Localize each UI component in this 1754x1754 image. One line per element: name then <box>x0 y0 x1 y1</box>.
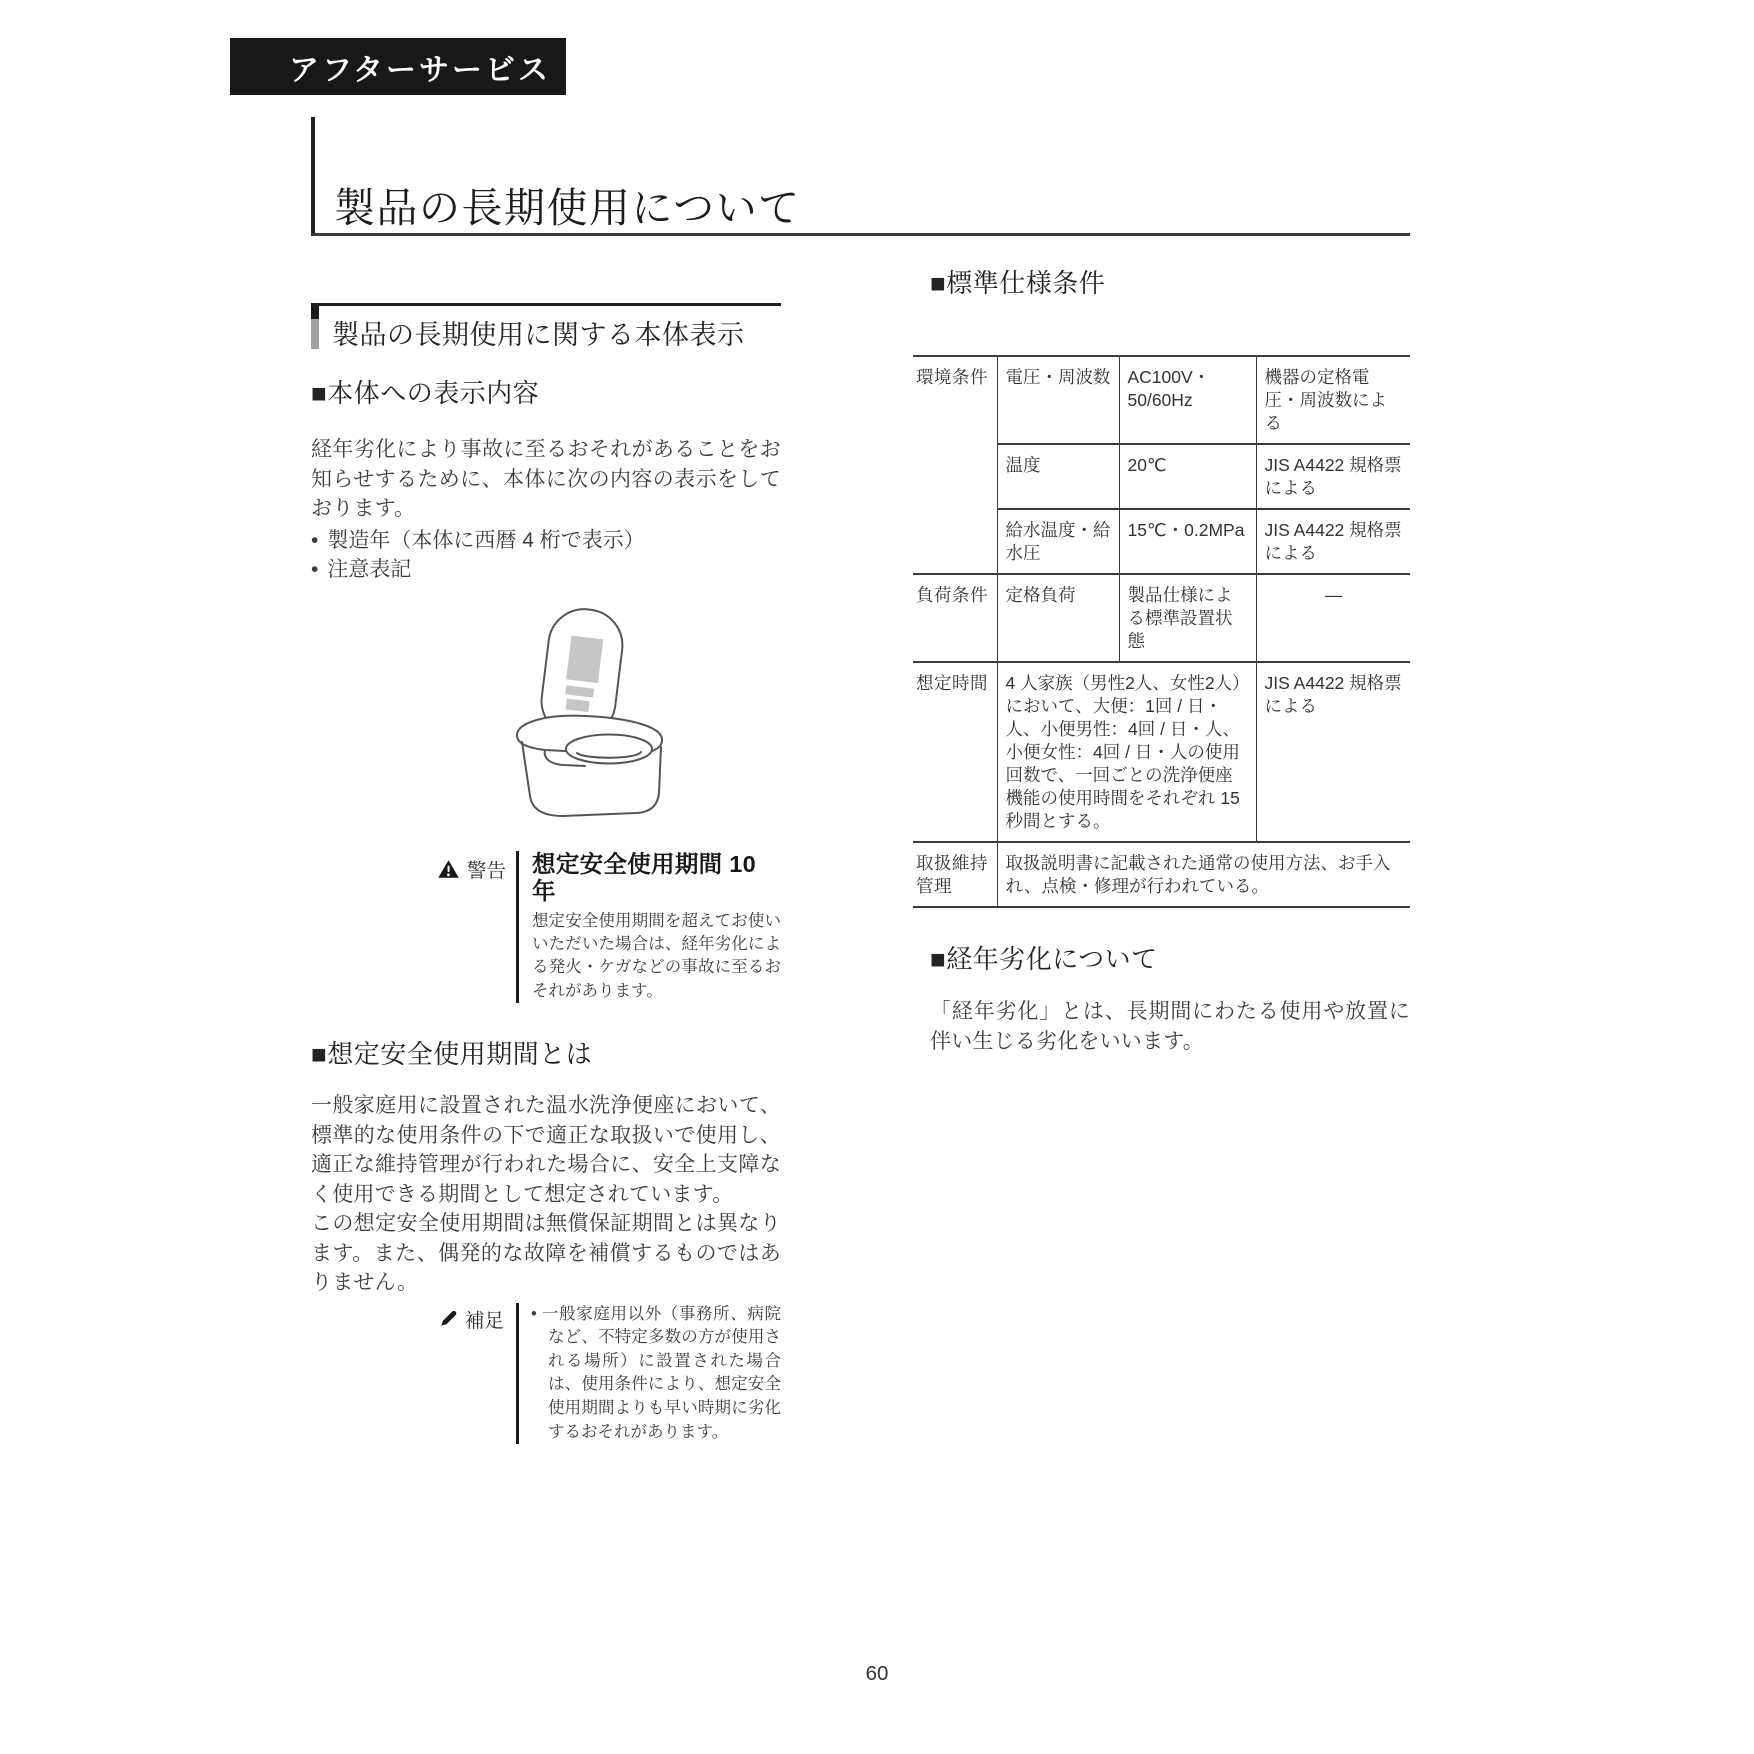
cell-basis: JIS A4422 規格票による <box>1256 662 1410 842</box>
page-title: 製品の長期使用について <box>334 185 801 231</box>
cell-value: 4 人家族（男性2人、女性2人）において、大便：1回 / 日・人、小便男性：4回 / 日・人、小便女性：4回 / 日・人の使用回数で、一回ごとの洗浄便座機能の使用時間をそれぞれ 15 秒間とする。 <box>997 662 1256 842</box>
note-content <box>516 1303 781 1445</box>
note-body: 一般家庭用以外（事務所、病院など、不特定多数の方が使用される場所）に設置された場合は、使用条件により、想定安全使用期間よりも早い時期に劣化するおそれがあります。 <box>542 1304 781 1441</box>
toilet-line-art-icon <box>489 603 695 821</box>
display-paragraph: 経年劣化により事故に至るおそれがあることをお知らせするために、本体に次の内容の表示をしております。 <box>311 438 781 520</box>
warning-text: 想定安全使用期間を超えてお使いいただいた場合は、経年劣化による発火・ケガなどの事故に至るおそれがあります。 <box>532 911 781 1000</box>
page-number: 60 <box>865 1662 889 1685</box>
right-column <box>913 268 1410 1056</box>
cell-value: 取扱説明書に記載された通常の使用方法、お手入れ、点検・修理が行われている。 <box>997 842 1410 907</box>
warning-triangle-icon <box>437 859 460 879</box>
list-item-text: 製造年（本体に西暦 4 桁で表示） <box>327 528 645 552</box>
list-item <box>311 555 781 585</box>
cell-item: 定格負荷 <box>997 574 1119 662</box>
cell-value: AC100V・50/60Hz <box>1119 356 1256 444</box>
cell-group: 負荷条件 <box>913 574 997 662</box>
cell-basis: 機器の定格電圧・周波数による <box>1256 356 1410 444</box>
note-label: 補足 <box>465 1309 505 1332</box>
cell-item: 電圧・周波数 <box>997 356 1119 444</box>
list-item <box>311 526 781 556</box>
note-text <box>531 1303 781 1445</box>
cell-value: 製品仕様による標準設置状態 <box>1119 574 1256 662</box>
cell-item: 給水温度・給水圧 <box>997 509 1119 574</box>
cell-group: 環境条件 <box>913 356 997 574</box>
bullet-list <box>311 526 781 585</box>
period-paragraph-2: この想定安全使用期間は無償保証期間とは異なります。また、偶発的な故障を補償するものではありません。 <box>311 1212 781 1295</box>
left-column <box>311 303 781 1444</box>
spec-conditions-table <box>913 355 1410 908</box>
toilet-illustration <box>489 603 695 821</box>
list-item-text: 注意表記 <box>327 558 412 581</box>
section-title: 製品の長期使用に関する本体表示 <box>332 320 745 350</box>
table-row <box>913 574 1410 662</box>
period-paragraph-1: 一般家庭用に設置された温水洗浄便座において、標準的な使用条件の下で適正な取扱いで使用し、適正な維持管理が行われた場合に、安全上支障なく使用できる期間として想定されています。 <box>311 1094 781 1206</box>
cell-value: 15℃・0.2MPa <box>1119 509 1256 574</box>
section-header <box>311 303 781 352</box>
heading-safe-use-period: ■想定安全使用期間とは <box>311 1039 593 1070</box>
table-row <box>913 662 1410 842</box>
bullet-dot: • <box>531 1304 537 1323</box>
cell-group: 取扱維持管理 <box>913 842 997 907</box>
warning-label-group <box>437 855 506 883</box>
cell-item: 温度 <box>997 444 1119 509</box>
warning-box <box>437 851 781 1004</box>
warning-title: 想定安全使用期間 10 年 <box>532 850 756 904</box>
warning-label: 警告 <box>467 859 507 882</box>
title-block <box>311 117 1410 233</box>
cell-group: 想定時間 <box>913 662 997 842</box>
after-service-banner <box>230 38 566 95</box>
banner-label: アフターサービス <box>289 53 551 87</box>
heading-standard-spec-conditions: ■標準仕様条件 <box>930 268 1106 298</box>
safe-use-period-paragraph <box>311 1091 781 1298</box>
aging-paragraph: 「経年劣化」とは、長期間にわたる使用や放置に伴い生じる劣化をいいます。 <box>930 1000 1410 1053</box>
warning-content <box>516 851 781 1004</box>
section-bar-marker <box>311 306 319 349</box>
title-rule <box>311 233 1410 236</box>
pencil-icon <box>439 1309 458 1328</box>
cell-basis: — <box>1256 574 1410 662</box>
heading-aging-deterioration: ■経年劣化について <box>930 944 1158 974</box>
table-row <box>913 356 1410 444</box>
bullet-dot: • <box>311 528 319 552</box>
note-label-group <box>439 1305 504 1333</box>
table-row <box>913 842 1410 907</box>
heading-display-contents: ■本体への表示内容 <box>311 378 540 408</box>
cell-basis: JIS A4422 規格票による <box>1256 509 1410 574</box>
cell-basis: JIS A4422 規格票による <box>1256 444 1410 509</box>
cell-value: 20℃ <box>1119 444 1256 509</box>
note-box <box>439 1303 781 1445</box>
bullet-dot: • <box>311 558 319 581</box>
